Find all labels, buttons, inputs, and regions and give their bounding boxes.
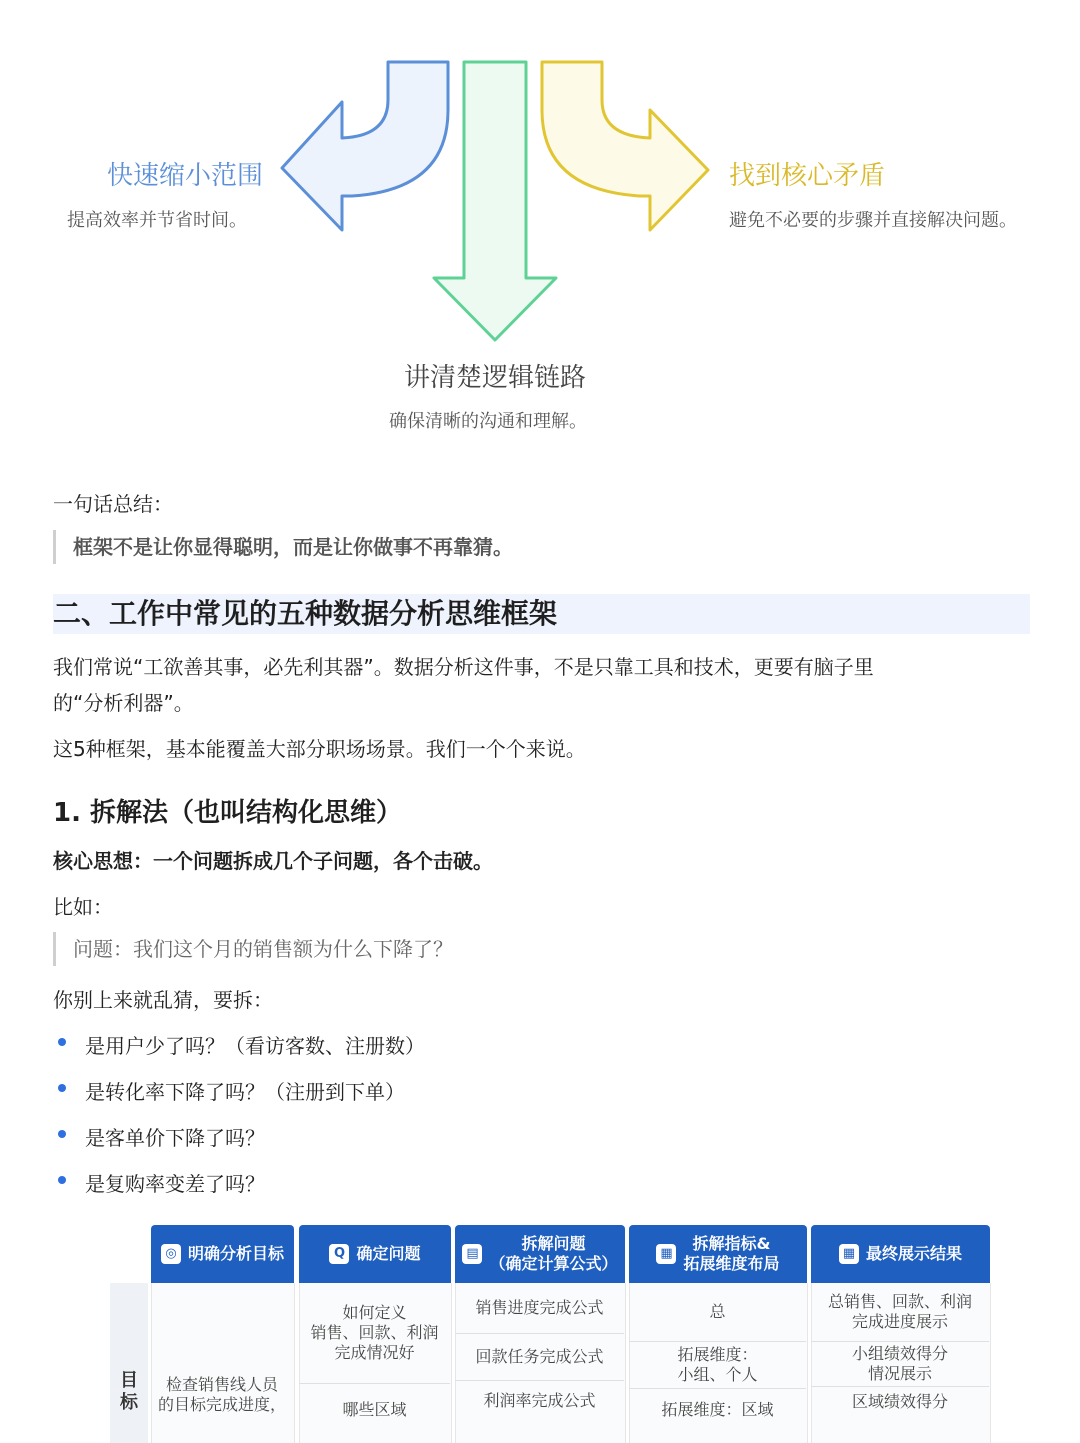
table-cell: 区域绩效得分 <box>851 1392 948 1411</box>
diagram-bottom-title: 讲清楚逻辑链路 <box>404 363 587 393</box>
table-header-decompose <box>455 1225 625 1283</box>
layout-icon: ▦ <box>656 1244 676 1264</box>
table-cell: 回款任务完成公式 <box>455 1334 624 1381</box>
list-item: 是用户少了吗？（看访客数、注册数） <box>85 1034 425 1058</box>
table-header-result <box>811 1225 990 1283</box>
right-curved-arrow <box>542 62 708 230</box>
table-cell: 检查销售线人员 的目标完成进度， <box>157 1375 286 1414</box>
table-cell: 小组绩效得分 情况展示 <box>811 1342 989 1387</box>
bullet-dot <box>58 1130 66 1138</box>
down-arrow <box>434 62 556 340</box>
diagram-bottom-subtitle: 确保清晰的沟通和理解。 <box>389 411 587 432</box>
paragraph-1-line-2: 的“分析利器”。 <box>53 691 194 715</box>
paragraph-1-line-1: 我们常说“工欲善其事，必先利其器”。数据分析这件事，不是只靠工具和技术，更要有脑子里 <box>53 655 874 679</box>
paragraph-2: 这5种框架，基本能覆盖大部分职场场景。我们一个个来说。 <box>53 737 586 761</box>
header-label: 拆解问题 （确定计算公式） <box>489 1234 618 1273</box>
subsection-title: 1. 拆解法（也叫结构化思维） <box>53 798 403 828</box>
table-cell: 拓展维度：区域 <box>661 1400 774 1419</box>
table-cell: 总销售、回款、利润 完成进度展示 <box>811 1283 989 1342</box>
row-label-cell <box>110 1283 148 1443</box>
split-icon: ▤ <box>462 1244 482 1264</box>
header-label: 确定问题 <box>356 1244 421 1263</box>
example-label: 比如： <box>53 895 113 919</box>
table-cell: 如何定义 销售、回款、利润 完成情况好 <box>299 1283 450 1384</box>
table-header-goal <box>151 1225 294 1283</box>
table-cell: 销售进度完成公式 <box>455 1283 624 1334</box>
section-title: 二、工作中常见的五种数据分析思维框架 <box>53 594 1030 634</box>
diagram-right-title: 找到核心矛盾 <box>729 161 886 191</box>
table-header-problem <box>299 1225 451 1283</box>
table-cell: 哪些区域 <box>342 1400 407 1419</box>
diagram-left-title: 快速缩小范围 <box>107 161 264 191</box>
core-idea: 核心思想：一个问题拆成几个子问题，各个击破。 <box>53 849 493 873</box>
bullet-dot <box>58 1038 66 1046</box>
header-label: 最终展示结果 <box>865 1244 962 1263</box>
list-item: 是客单价下降了吗？ <box>85 1126 265 1150</box>
table-header-metrics <box>629 1225 807 1283</box>
list-item: 是转化率下降了吗？（注册到下单） <box>85 1080 405 1104</box>
row-label: 目 标 <box>120 1370 138 1413</box>
table-cell: 拓展维度： 小组、个人 <box>629 1342 806 1389</box>
diagram-left-subtitle: 提高效率并节省时间。 <box>67 210 247 231</box>
left-curved-arrow <box>282 62 448 230</box>
bullet-dot <box>58 1176 66 1184</box>
summary-quote: 框架不是让你显得聪明，而是让你做事不再靠猜。 <box>53 530 513 564</box>
diagram-right-subtitle: 避免不必要的步骤并直接解决问题。 <box>729 210 1017 231</box>
table-cell: 利润率完成公式 <box>483 1391 596 1410</box>
question-quote: 问题：我们这个月的销售额为什么下降了？ <box>53 932 453 966</box>
table-cell: 总 <box>629 1283 806 1342</box>
target-icon: ◎ <box>161 1244 181 1264</box>
header-label: 明确分析目标 <box>187 1244 284 1263</box>
list-item: 是复购率变差了吗？ <box>85 1172 265 1196</box>
layout-icon: ▦ <box>839 1244 859 1264</box>
header-label: 拆解指标& 拓展维度布局 <box>683 1234 780 1273</box>
summary-label: 一句话总结： <box>53 492 173 516</box>
search-icon: Q <box>329 1244 349 1264</box>
dont-guess-text: 你别上来就乱猜，要拆： <box>53 988 273 1012</box>
bullet-dot <box>58 1084 66 1092</box>
